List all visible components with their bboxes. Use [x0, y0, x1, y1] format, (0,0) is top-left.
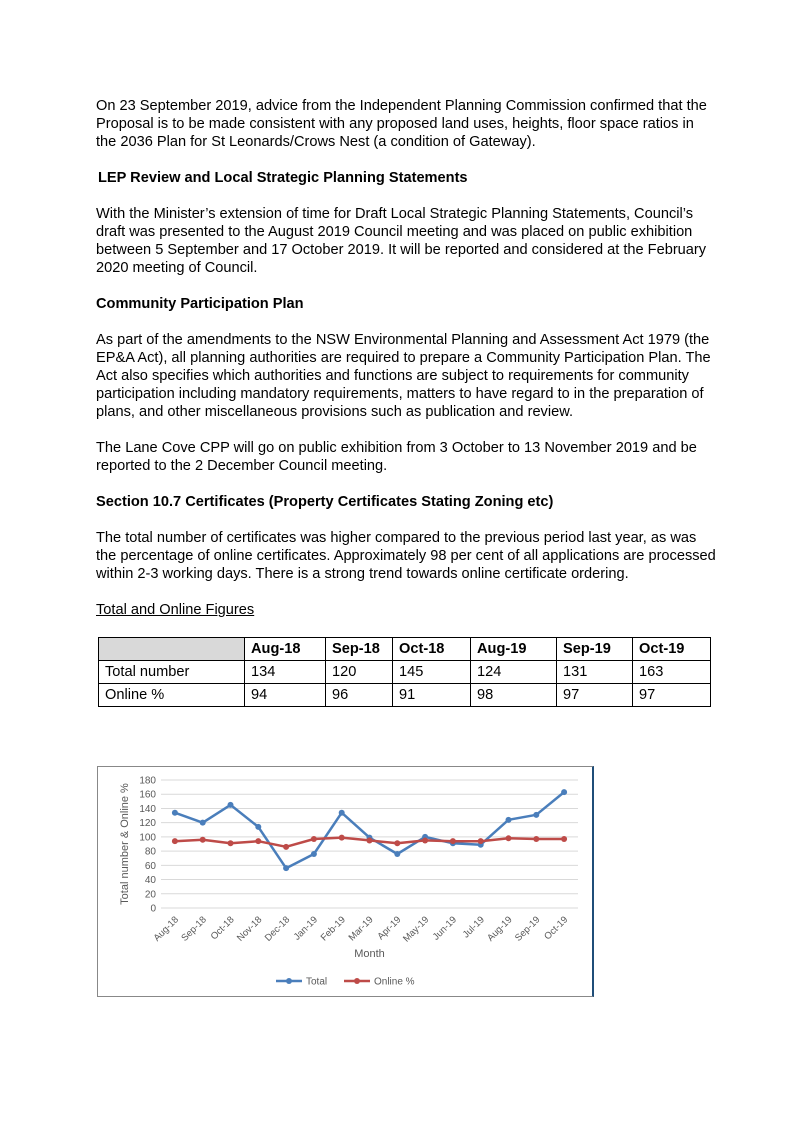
table-cell: 97: [557, 684, 633, 707]
y-tick-label: 120: [139, 818, 156, 830]
x-tick-label: Apr-19: [375, 914, 404, 943]
table-row: [99, 661, 711, 684]
section-10-7-heading: Section 10.7 Certificates (Property Certificates Stating Zoning etc): [96, 494, 554, 510]
data-point: [561, 836, 567, 842]
table-header-row: [99, 638, 711, 661]
table-row-label: Total number: [99, 661, 245, 684]
table-cell: 124: [471, 661, 557, 684]
data-point: [311, 851, 317, 857]
y-tick-label: 40: [144, 875, 156, 887]
line-chart-container: [97, 766, 594, 997]
data-point: [255, 824, 261, 830]
x-tick-label: Sep-18: [179, 914, 209, 944]
data-point: [228, 840, 234, 846]
cpp-exhibition-paragraph: The Lane Cove CPP will go on public exhibition from 3 October to 13 November 2019 and be reported to the 2 December Council meeting.: [96, 440, 697, 474]
data-point: [450, 838, 456, 844]
y-tick-label: 140: [139, 803, 156, 815]
table-header-cell: Sep-18: [326, 638, 393, 661]
y-tick-label: 20: [144, 889, 156, 901]
data-point: [394, 840, 400, 846]
data-point: [200, 820, 206, 826]
x-tick-label: May-19: [401, 914, 432, 945]
data-point: [283, 865, 289, 871]
data-point: [172, 810, 178, 816]
lep-paragraph: With the Minister’s extension of time for Draft Local Strategic Planning Statements, Council’s draft was presented to the August 2019 Council meeting and was placed on public exhibition between 5 September and 17 October 2019. It will be reported and considered at the February 2020 meeting of Council.: [96, 206, 707, 276]
x-tick-label: Dec-18: [262, 914, 293, 944]
legend-label: Online %: [374, 976, 415, 988]
table-cell: 131: [557, 661, 633, 684]
series-line: [175, 792, 564, 868]
data-point: [339, 810, 345, 816]
y-axis-label: Total number & Online %: [119, 783, 131, 905]
table-header-cell: Sep-19: [557, 638, 633, 661]
table-row-label: Online %: [99, 684, 245, 707]
x-tick-label: Jun-19: [430, 914, 460, 943]
document-page: [96, 97, 716, 707]
table-caption: Total and Online Figures: [96, 602, 255, 618]
y-tick-label: 0: [150, 903, 156, 915]
legend-swatch-marker: [286, 978, 292, 984]
x-tick-label: Oct-18: [208, 914, 237, 943]
x-tick-label: Jan-19: [291, 914, 321, 943]
data-point: [533, 836, 539, 842]
data-point: [339, 835, 345, 841]
y-tick-label: 180: [139, 775, 156, 787]
table-cell: 134: [245, 661, 326, 684]
x-tick-label: Aug-19: [485, 914, 515, 944]
data-point: [422, 837, 428, 843]
data-point: [200, 837, 206, 843]
x-tick-label: Aug-18: [151, 914, 182, 944]
table-header-cell: Oct-19: [633, 638, 711, 661]
figures-table: [98, 637, 711, 707]
x-tick-label: Mar-19: [346, 914, 376, 944]
table-cell: 97: [633, 684, 711, 707]
data-point: [172, 838, 178, 844]
data-point: [311, 836, 317, 842]
table-cell: 145: [393, 661, 471, 684]
y-tick-label: 100: [139, 832, 156, 844]
table-header-cell: Aug-18: [245, 638, 326, 661]
data-point: [255, 838, 261, 844]
legend-swatch-marker: [354, 978, 360, 984]
table-cell: 94: [245, 684, 326, 707]
lep-heading: LEP Review and Local Strategic Planning Statements: [98, 170, 468, 186]
x-tick-label: Oct-19: [542, 914, 571, 943]
data-point: [506, 817, 512, 823]
line-chart: [98, 767, 592, 995]
cpp-paragraph: As part of the amendments to the NSW Environmental Planning and Assessment Act 1979 (the EP&A Act), all planning authorities are required to prepare a Community Participation Plan. The Act also specifies which authorities and functions are subject to requirements for community participation including mandatory requirements, matters to have regard to in the preparation of plans, and other miscellaneous provisions such as publication and review.: [96, 332, 711, 420]
y-tick-label: 60: [144, 860, 156, 872]
table-cell: 98: [471, 684, 557, 707]
data-point: [367, 837, 373, 843]
table-row: [99, 684, 711, 707]
ipc-advice-paragraph: On 23 September 2019, advice from the Independent Planning Commission confirmed that the Proposal is to be made consistent with any proposed land uses, heights, floor space ratios in the 2036 Plan for St Leonards/Crows Nest (a condition of Gateway).: [96, 98, 707, 150]
cpp-heading: Community Participation Plan: [96, 296, 304, 312]
x-tick-label: Jul-19: [460, 914, 487, 941]
x-tick-label: Nov-18: [234, 914, 265, 944]
data-point: [228, 802, 234, 808]
data-point: [283, 844, 289, 850]
data-point: [533, 812, 539, 818]
data-point: [506, 835, 512, 841]
data-point: [394, 851, 400, 857]
table-header-cell: Oct-18: [393, 638, 471, 661]
x-axis-label: Month: [354, 948, 385, 960]
table-cell: 163: [633, 661, 711, 684]
x-tick-label: Feb-19: [318, 914, 348, 944]
table-cell: 120: [326, 661, 393, 684]
table-corner-cell: [99, 638, 245, 661]
legend-label: Total: [306, 976, 328, 988]
table-header-cell: Aug-19: [471, 638, 557, 661]
section-10-7-paragraph: The total number of certificates was higher compared to the previous period last year, as was the percentage of online certificates. Approximately 98 per cent of all applications are processed within 2-3 working days. There is a strong trend towards online certificate ordering.: [96, 530, 716, 582]
table-cell: 91: [393, 684, 471, 707]
data-point: [478, 838, 484, 844]
table-cell: 96: [326, 684, 393, 707]
data-point: [561, 789, 567, 795]
x-tick-label: Sep-19: [512, 914, 543, 944]
y-tick-label: 160: [139, 789, 156, 801]
y-tick-label: 80: [144, 846, 156, 858]
